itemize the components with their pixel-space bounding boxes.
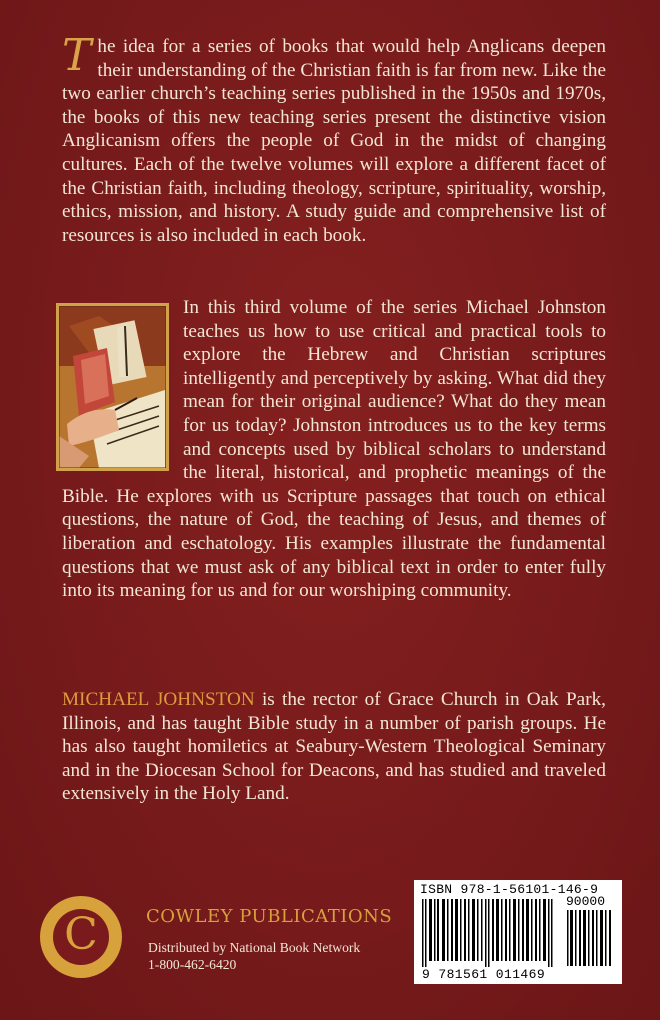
scribe-illustration [56, 303, 169, 471]
price-code: 90000 [566, 894, 606, 909]
publisher-logo-ring [53, 909, 109, 965]
ean-bars [420, 899, 560, 967]
intro-paragraph [62, 30, 606, 247]
ean-digits: 9 781561 011469 [422, 967, 546, 982]
isbn-barcode [414, 880, 622, 984]
publisher-logo [40, 896, 122, 978]
drop-cap: T [62, 30, 92, 81]
addon-bars [566, 910, 616, 966]
intro-text: he idea for a series of books that would help Anglicans deepen their understanding of the Christian faith is far from new. Like the two earlier church’s teaching series published in the 1950s and 1970s, the books of this new teaching series present the distinctive vision Anglicanism offers the people of God in the midst of changing cultures. Each of the twelve volumes will explore a different facet of the Christian faith, including theology, scripture, spirituality, worship, ethics, mission, and history. A study guide and comprehensive list of resources is also included in each book. [62, 36, 606, 246]
distributor-phone: 1-800-462-6420 [148, 957, 237, 972]
isbn-label: ISBN 978-1-56101-146-9 [420, 882, 599, 897]
author-name: MICHAEL JOHNSTON [62, 689, 255, 710]
description-paragraph [62, 296, 606, 603]
author-bio-text: is the rector of Grace Church in Oak Park, Illinois, and has taught Bible study in a number of parish groups. He has also taught homiletics at Seabury-Western Theological Seminary and in the Diocesan School for Deacons, and has studied and traveled extensively in the Holy Land. [62, 689, 606, 805]
distributor-line: Distributed by National Book Network [148, 940, 361, 955]
description-text: In this third volume of the series Michael Johnston teaches us how to use critical and practical tools to explore the Hebrew and Christian scriptures intelligently and perceptively by asking. What did they mean for their original audience? What do they mean for us today? Johnston introduces us to the key terms and concepts used by biblical scholars to understand the literal, historical, and prophetic meanings of the Bible. He explores with us Scripture passages that touch on ethical questions, the nature of God, the teaching of Jesus, and themes of liberation and eschatology. His examples illustrate the fundamental questions that we must ask of any biblical text in order to enter fully into its meaning for us and for our worshiping community. [62, 297, 606, 602]
author-bio-paragraph [62, 688, 606, 806]
scribe-writing-image [59, 306, 166, 468]
publisher-name: COWLEY PUBLICATIONS [146, 906, 393, 927]
publisher-logo-letter: C [64, 909, 98, 960]
